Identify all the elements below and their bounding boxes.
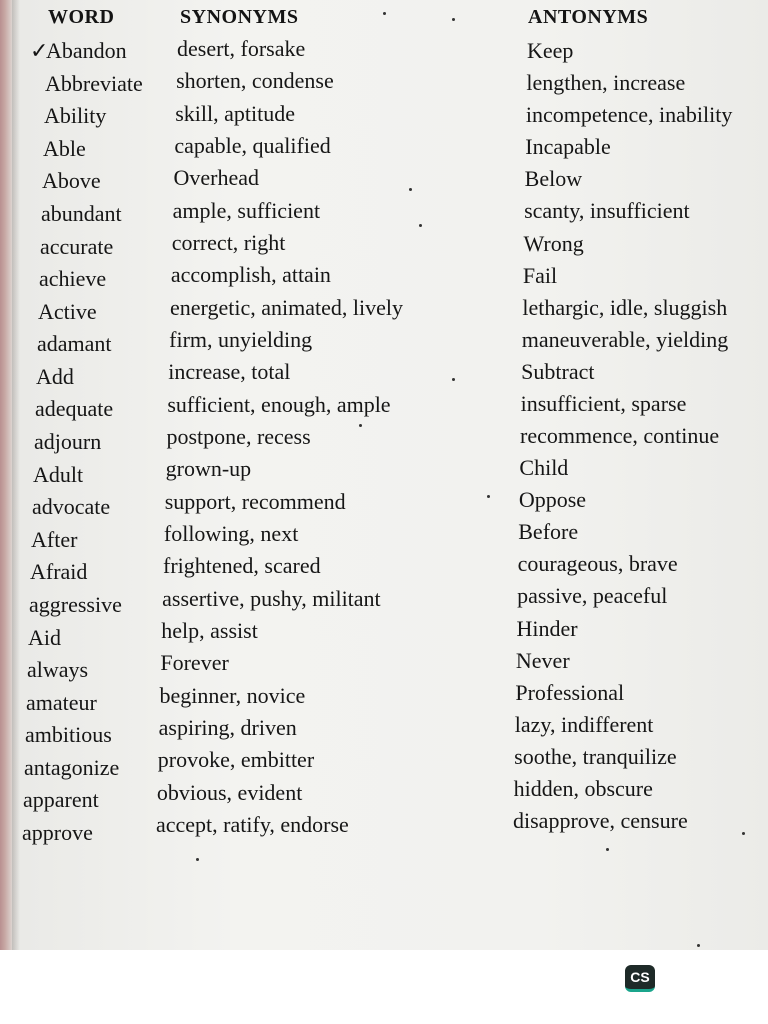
word-cell: Adult: [33, 461, 84, 487]
synonyms-cell: accept, ratify, endorse: [156, 812, 349, 837]
word-cell: ambitious: [25, 722, 112, 748]
synonyms-cell: ample, sufficient: [172, 197, 321, 223]
antonyms-cell: recommence, continue: [520, 423, 720, 448]
synonyms-cell: Overhead: [173, 165, 260, 191]
antonyms-cell: lazy, indifferent: [514, 711, 654, 737]
antonyms-cell: scanty, insufficient: [524, 198, 690, 224]
antonyms-cell: Never: [515, 647, 570, 673]
synonyms-cell: increase, total: [168, 359, 291, 385]
antonyms-cell: Professional: [515, 679, 625, 705]
antonyms-cell: lethargic, idle, sluggish: [522, 294, 728, 320]
synonyms-cell: desert, forsake: [177, 36, 306, 61]
word-cell: adequate: [35, 396, 114, 422]
synonyms-cell: skill, aptitude: [175, 100, 296, 126]
antonyms-cell: Before: [518, 519, 579, 545]
word-cell: approve: [22, 820, 93, 845]
synonyms-cell: support, recommend: [164, 488, 346, 514]
antonyms-cell: insufficient, sparse: [520, 390, 687, 416]
synonyms-cell: capable, qualified: [174, 133, 331, 158]
word-cell: amateur: [26, 689, 97, 715]
word-cell: Abbreviate: [45, 70, 143, 96]
word-cell: Above: [42, 168, 101, 194]
check-mark: ✓: [30, 38, 49, 63]
synonyms-cell: aspiring, driven: [158, 715, 297, 740]
header-synonyms: SYNONYMS: [180, 6, 299, 28]
antonyms-cell: Wrong: [523, 230, 584, 256]
book-page-edge: [0, 0, 12, 950]
synonyms-cell: correct, right: [171, 230, 286, 255]
word-cell: After: [31, 526, 78, 552]
antonyms-cell: soothe, tranquilize: [514, 743, 677, 769]
antonyms-cell: courageous, brave: [517, 551, 678, 577]
synonyms-cell: sufficient, enough, ample: [167, 391, 391, 417]
header-word: WORD: [48, 6, 115, 28]
antonyms-cell: hidden, obscure: [513, 775, 653, 801]
word-cell: achieve: [39, 266, 107, 292]
antonyms-cell: maneuverable, yielding: [521, 326, 729, 352]
word-cell: Abandon: [46, 38, 127, 63]
word-cell: always: [27, 657, 89, 683]
word-cell: antagonize: [24, 754, 120, 780]
word-cell: apparent: [23, 787, 99, 813]
synonyms-cell: grown-up: [165, 456, 252, 482]
word-cell: Able: [43, 135, 86, 161]
word-cell: Add: [36, 363, 74, 389]
antonyms-cell: passive, peaceful: [517, 583, 668, 609]
word-cell: adamant: [37, 331, 112, 357]
synonyms-cell: beginner, novice: [159, 682, 306, 708]
synonyms-cell: frightened, scared: [163, 553, 321, 579]
synonyms-cell: shorten, condense: [176, 68, 334, 94]
antonyms-cell: disapprove, censure: [513, 808, 688, 833]
word-cell: abundant: [41, 200, 122, 226]
word-cell: advocate: [32, 494, 111, 520]
synonyms-cell: obvious, evident: [156, 779, 303, 805]
synonyms-cell: help, assist: [161, 618, 258, 643]
synonyms-cell: postpone, recess: [166, 424, 311, 449]
antonyms-cell: Incapable: [525, 134, 611, 160]
synonyms-cell: Forever: [160, 650, 229, 676]
word-cell: accurate: [40, 233, 114, 259]
antonyms-cell: Child: [519, 455, 569, 481]
camscanner-logo: CS: [625, 965, 655, 992]
word-cell: Active: [38, 298, 97, 324]
synonyms-cell: accomplish, attain: [170, 262, 331, 288]
synonyms-cell: provoke, embitter: [157, 747, 315, 773]
word-cell: Ability: [44, 103, 107, 129]
antonyms-cell: Subtract: [521, 358, 595, 384]
antonyms-cell: incompetence, inability: [525, 102, 733, 128]
antonyms-cell: Oppose: [518, 487, 587, 513]
header-antonyms: ANTONYMS: [528, 6, 649, 28]
word-cell: aggressive: [29, 591, 122, 617]
word-cell: Aid: [28, 624, 61, 650]
antonyms-cell: Fail: [522, 262, 558, 288]
word-cell: adjourn: [34, 429, 102, 454]
antonyms-cell: Keep: [527, 38, 574, 63]
antonyms-cell: Below: [524, 166, 583, 192]
synonyms-cell: following, next: [163, 521, 299, 546]
antonyms-cell: Hinder: [516, 615, 578, 641]
word-cell: Afraid: [30, 559, 88, 585]
synonyms-cell: firm, unyielding: [169, 327, 313, 352]
page-gutter-shadow: [12, 0, 20, 950]
antonyms-cell: lengthen, increase: [526, 70, 686, 96]
synonyms-cell: energetic, animated, lively: [170, 294, 403, 320]
synonyms-cell: assertive, pushy, militant: [162, 585, 381, 611]
